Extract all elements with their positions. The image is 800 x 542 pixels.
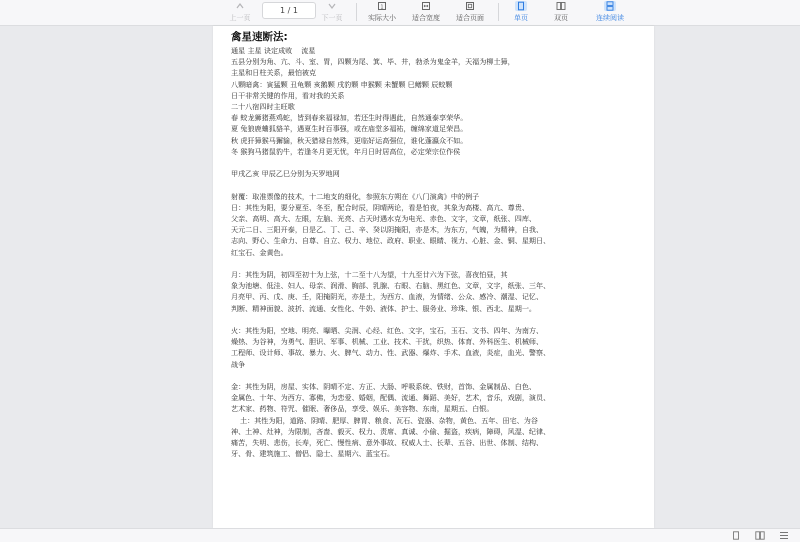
- document-title: 禽星速断法:: [231, 31, 288, 43]
- fit-page-label: 适合页面: [456, 14, 484, 22]
- continuous-view-icon[interactable]: [779, 531, 789, 540]
- next-page-button[interactable]: [318, 0, 346, 26]
- document-lines: [231, 45, 641, 459]
- single-page-view-icon[interactable]: [731, 531, 741, 540]
- document-line: 通星 主星 诀定成败 流星: [231, 46, 316, 55]
- single-page-label: 单页: [514, 14, 528, 22]
- document-line: 夏 兔狼鹿蛐狐貉羊，遇夏生时百事强，或在庙堂多福祐，缠绵家道足荣昌。: [231, 124, 468, 134]
- document-line: 天元二日、三阳开泰，日是乙、丁、己、辛、癸以阴掩阳，亦是木，为东方，气魄，为精神，自我、: [231, 225, 544, 235]
- double-page-label: 双页: [554, 14, 568, 22]
- prev-page-label: 上一页: [229, 14, 251, 22]
- document-line: 月亮甲、丙、戊、庚、壬，阳掩阴光，亦是土，为西方、血液，为情绪、公众、感冷、潮湿、记忆、: [231, 292, 544, 302]
- toolbar-divider: [356, 3, 357, 21]
- document-line: 燥热、为谷神，为勇气、胆识、军事、机械、工业、技术、干扰，织热、体育、外科医生、机械师、: [231, 337, 544, 347]
- chevron-down-icon: [326, 1, 338, 11]
- fit-width-icon: [420, 1, 432, 11]
- document-line: 判断、精神面貌、波折、流通、女性化、牛奶、液体、护士、服务业、珍珠、银、西北、星期一。: [231, 303, 537, 313]
- chevron-up-icon: [234, 1, 246, 11]
- fit-page-button[interactable]: [452, 0, 488, 26]
- document-line: 五县分别为角、亢、斗、室、胃，四颗为尾、箕、毕、井，勃杀为鬼金羊，天福为柳土獐，: [231, 57, 515, 67]
- document-line: 月：其性为阴，初四至初十为上弦，十二至十八为望，十九至廿六为下弦，喜夜怕昼，其: [231, 270, 508, 280]
- single-page-button[interactable]: [506, 0, 536, 26]
- blank-line: [231, 258, 641, 269]
- fit-page-icon: [464, 1, 476, 11]
- document-line: 日干非常关键的作用，看对我的关系: [231, 90, 345, 100]
- svg-text:1: 1: [380, 4, 384, 11]
- document-line: 土：其性为阳，道路、阴晴、肥厚、脾胃、粮食、瓦石、瓷器、杂物，黄色、五年、田宅、为谷: [231, 415, 538, 425]
- document-line: 八颗暗禽：寅猛颗 丑龟颗 亥鹅颗 戌豹颗 申猴颗 未蟹颗 巳鳝颗 辰蛟颗: [231, 79, 453, 89]
- toolbar-divider: [498, 3, 499, 21]
- page-indicator-input[interactable]: 1 / 1: [262, 2, 316, 19]
- document-line: 主星和日柱关系，最怕被克: [231, 68, 317, 78]
- document-line: 火：其性为阳，空地、明亮、曝晒、尖润、心经、红色、文字，宝石，玉石、文书、四年、为南方、: [231, 326, 544, 336]
- document-line: 秋 虎犴獐猴马獬貐，秋天猎禄自然殊，更临好运高强位，谁化蓬瀛众不如。: [231, 135, 468, 145]
- blank-line: [231, 314, 641, 325]
- document-line: 红宝石、金黄色。: [231, 247, 288, 257]
- blank-line: [231, 179, 641, 190]
- blank-line: [231, 157, 641, 168]
- single-page-icon: [515, 1, 527, 11]
- document-line: 神、土神、灶神，为限制，吝啬、毅灭、权力、责席、真诚、小偷、掘盗，疾病，障碍，风湿、纪律、: [231, 426, 551, 436]
- actual-size-button[interactable]: [364, 0, 400, 26]
- actual-size-icon: [376, 1, 388, 11]
- blank-line: [231, 370, 641, 381]
- continuous-read-label: 连续阅读: [596, 14, 624, 22]
- document-line: 二十八宿四时主旺歌: [231, 102, 295, 112]
- document-line: 射覆：取准票像的技术，十二地支的细化，参照东方朔在《八门演禽》中的例子: [231, 191, 480, 201]
- prev-page-button[interactable]: [226, 0, 254, 26]
- document-line: 金：其性为阴，房屋、实体、阴晴不定、方正、大肠、呼吸系统、铁财，首饰、金属制品、白色、: [231, 382, 537, 392]
- document-line: 痛苦，失明、悲伤，长寿，死亡、慢性病、意外事故、权威人士、长辈、五谷、出世、体制、结构、: [231, 438, 544, 448]
- document-line: 艺术家、药物、符咒、催眠、奢侈品，享受、娱乐、美容物、东南，星期五、白银。: [231, 404, 494, 414]
- fit-width-button[interactable]: [408, 0, 444, 26]
- document-line: 春 蛟龙狮猪燕鸡蛇，皆到春来福禄加，若还生时得遇此，自然通泰享荣华。: [231, 113, 468, 123]
- continuous-read-button[interactable]: [590, 0, 630, 26]
- document-line: 金属色、十年、为西方、寡佛，为恋爱、婚姻，配偶、流通、舞蹈、美好，艺术，音乐，戏剧，演员、: [231, 393, 551, 403]
- status-bar: [0, 528, 800, 542]
- toolbar: [0, 0, 800, 26]
- double-page-icon: [555, 1, 567, 11]
- document-line: 甲戌乙亥 甲辰乙巳分别为天罗地网: [231, 169, 340, 179]
- document-content: [231, 31, 641, 459]
- document-line: 冬 猴狗马猪鼠豹牛，若逢冬月更无忧，年月日时居高位，必定荣宗位作侯: [231, 146, 461, 156]
- document-line: 象为池塘、低洼、妇人、母亲、润滑、胸部、乳腺、右眼、右脑、黑红色、文章，文字，纸张、三年、: [231, 281, 551, 291]
- document-line: 日：其性为阳，要分夏至、冬至，配合时辰，阴晴两论，看是怕夜，其象为高楼、高亢、尊贵、: [231, 202, 529, 212]
- double-page-view-icon[interactable]: [755, 531, 765, 540]
- document-line: 战争: [231, 359, 246, 369]
- double-page-button[interactable]: [546, 0, 576, 26]
- next-page-label: 下一页: [321, 14, 343, 22]
- document-line: 工程师、设计师、事故、暴力、火、脾气、动力、性、武器、爆炸、手术、血液，炎症，血光、警察、: [231, 348, 551, 358]
- document-line: 牙、骨、建筑施工、僧侣、隐士、星期六、蓝宝石。: [231, 449, 395, 459]
- actual-size-label: 实际大小: [368, 14, 396, 22]
- document-line: 父亲、高明、高大、左眼，左脑、光亮、占天时遇水克为电光、赤色、文字，文章，纸张、四库、: [231, 214, 537, 224]
- fit-width-label: 适合宽度: [412, 14, 440, 22]
- continuous-read-icon: [604, 1, 616, 11]
- document-page: [213, 26, 654, 528]
- document-line: 志向、野心、生命力、自尊、自立、权力、地位、政府、职业、眼睛、视力、心脏、金、铜、星期日、: [231, 236, 551, 246]
